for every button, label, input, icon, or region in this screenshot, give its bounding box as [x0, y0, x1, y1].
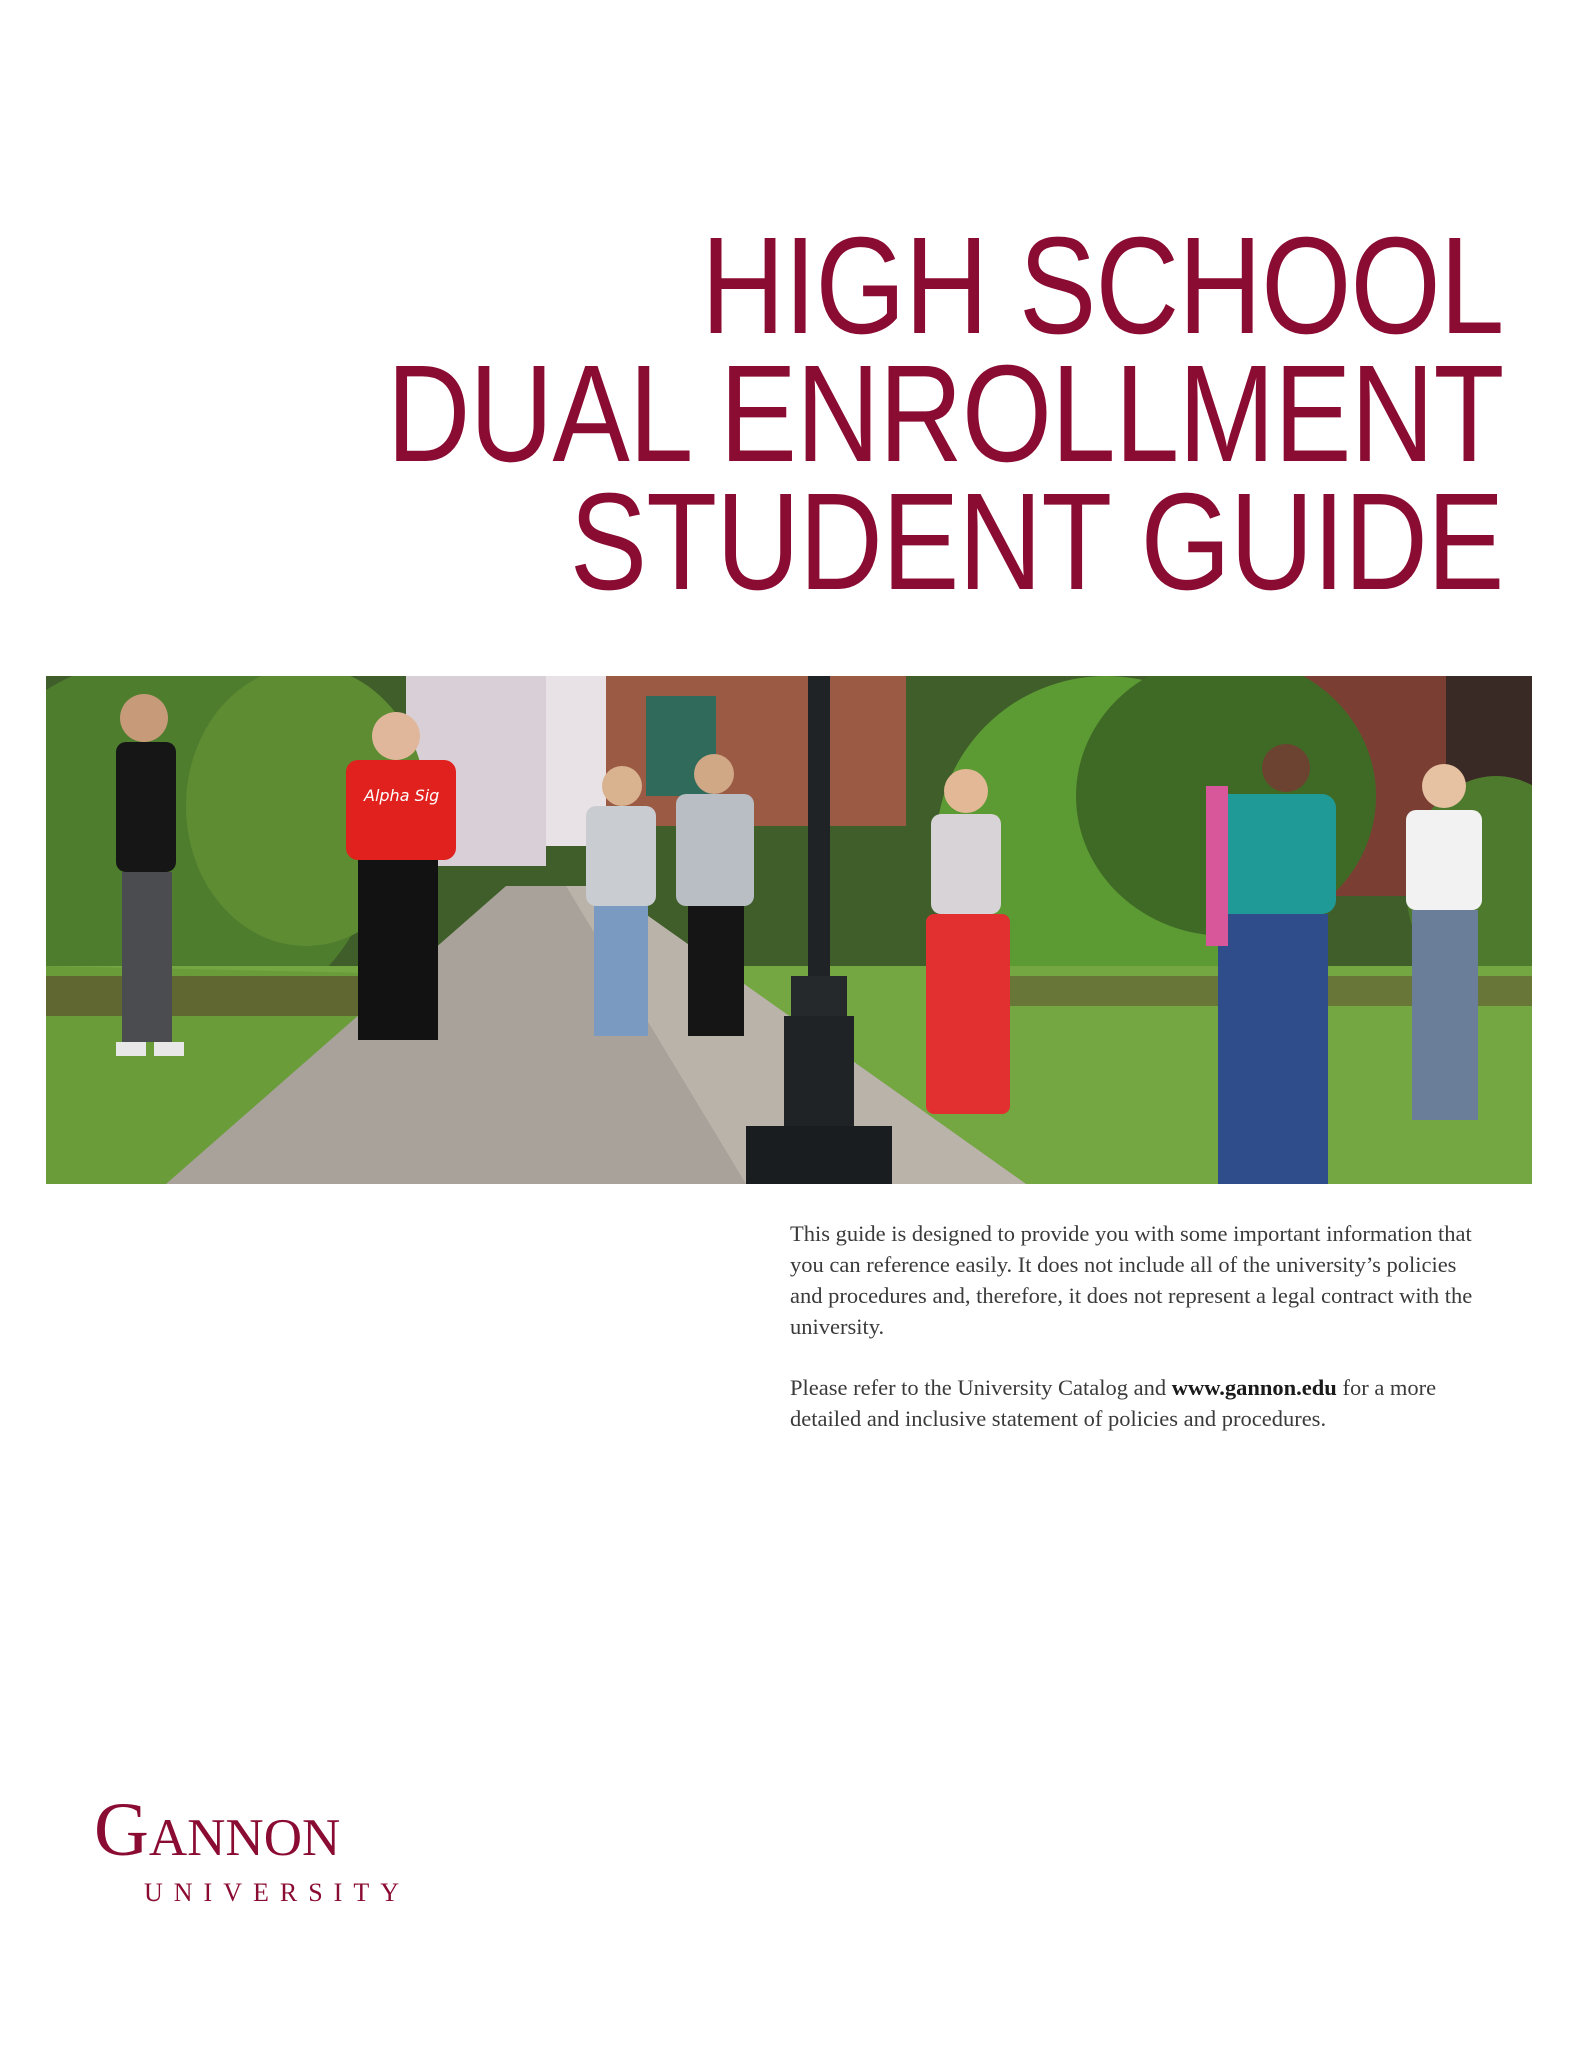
- logo-name: Gannon: [94, 1788, 341, 1872]
- shirt-text: Alpha Sig: [364, 786, 440, 805]
- logo-subtitle: UNIVERSITY: [144, 1878, 410, 1907]
- intro-paragraph-2: [790, 1372, 1490, 1434]
- intro-paragraph-1: This guide is designed to provide you with some important information that you can reference easily. It does not include all of the university’s policies and procedures and, therefore, it does not represent a legal contract with the university.: [790, 1221, 1473, 1339]
- title-line-1: HIGH SCHOOL: [700, 209, 1503, 363]
- title-line-2: DUAL ENROLLMENT: [386, 337, 1503, 491]
- website-link[interactable]: www.gannon.edu: [1171, 1375, 1337, 1400]
- gannon-university-logo: [94, 1790, 410, 1908]
- campus-photo-illustration: [46, 676, 1532, 1184]
- campus-photo: [46, 676, 1532, 1184]
- intro-text: [790, 1218, 1490, 1464]
- document-title: [386, 209, 1503, 619]
- title-line-3: STUDENT GUIDE: [569, 465, 1503, 619]
- intro-paragraph-2-after: for a more detailed and inclusive statement of policies and procedures.: [790, 1375, 1437, 1431]
- intro-paragraph-2-before: Please refer to the University Catalog and: [790, 1375, 1172, 1400]
